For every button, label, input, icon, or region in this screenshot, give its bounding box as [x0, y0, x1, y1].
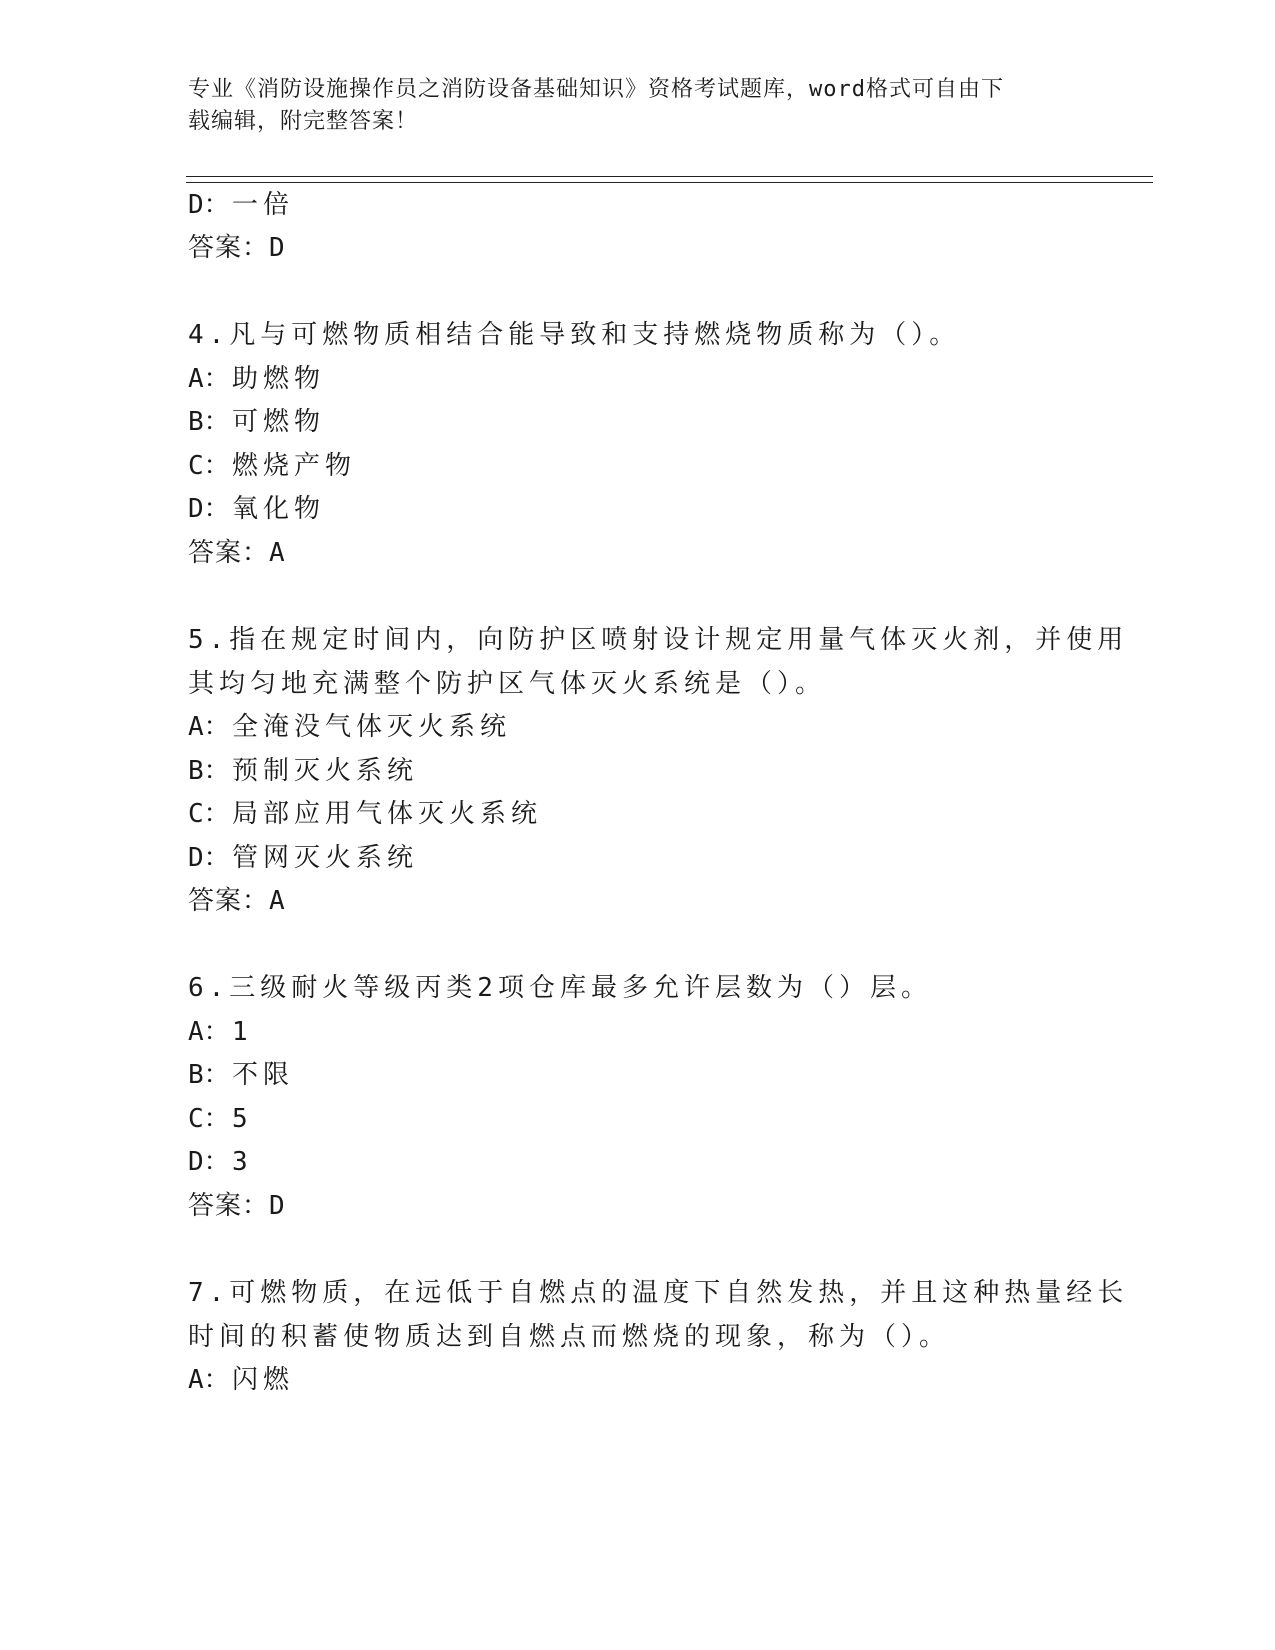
- option-text: 管网灭火系统: [232, 843, 419, 873]
- answer-row: [188, 536, 286, 570]
- option-key: C：: [188, 799, 230, 829]
- option-row: [188, 188, 294, 222]
- option-key: A：: [188, 712, 230, 742]
- option-row: [188, 405, 325, 439]
- question-stem: 7.可燃物质，在远低于自燃点的温度下自然发热，并且这种热量经长: [188, 1278, 1129, 1308]
- option-row: [188, 710, 511, 744]
- option-key: B：: [188, 1060, 230, 1090]
- option-row: [188, 1015, 253, 1049]
- option-row: [188, 449, 356, 483]
- option-text: 不限: [232, 1060, 295, 1090]
- header-line-1: 专业《消防设施操作员之消防设备基础知识》资格考试题库，word格式可自由下: [188, 77, 1004, 102]
- option-key: C：: [188, 451, 230, 481]
- option-row: [188, 1102, 253, 1136]
- option-row: [188, 754, 418, 788]
- answer-label: 答案：: [188, 886, 270, 916]
- question-stem: 时间的积蓄使物质达到自燃点而燃烧的现象，称为（）。: [188, 1322, 951, 1352]
- answer-value: D: [269, 1191, 286, 1221]
- answer-value: A: [269, 886, 286, 916]
- answer-value: D: [269, 233, 286, 263]
- option-text: 一倍: [232, 190, 295, 220]
- option-row: [188, 492, 325, 526]
- answer-label: 答案：: [188, 1191, 270, 1221]
- option-key: C：: [188, 1104, 230, 1134]
- document-header: [188, 74, 1068, 138]
- option-text: 预制灭火系统: [232, 756, 419, 786]
- option-key: A：: [188, 364, 230, 394]
- option-text: 可燃物: [232, 407, 326, 437]
- option-row: [188, 1058, 294, 1092]
- option-key: D：: [188, 1147, 230, 1177]
- option-row: [188, 797, 542, 831]
- option-key: B：: [188, 756, 230, 786]
- answer-row: [188, 884, 286, 918]
- option-row: [188, 1363, 294, 1397]
- option-key: D：: [188, 843, 230, 873]
- option-text: 燃烧产物: [232, 451, 357, 481]
- option-row: [188, 841, 418, 875]
- option-key: A：: [188, 1365, 230, 1395]
- question-stem: 5.指在规定时间内，向防护区喷射设计规定用量气体灭火剂，并使用: [188, 625, 1129, 655]
- question-stem: 4.凡与可燃物质相结合能导致和支持燃烧物质称为（）。: [188, 320, 961, 350]
- question-stem: 6.三级耐火等级丙类2项仓库最多允许层数为（）层。: [188, 973, 932, 1003]
- option-key: B：: [188, 407, 230, 437]
- answer-row: [188, 231, 286, 265]
- option-text: 全淹没气体灭火系统: [232, 712, 512, 742]
- option-key: A：: [188, 1017, 230, 1047]
- option-text: 闪燃: [232, 1365, 295, 1395]
- option-key: D：: [188, 494, 230, 524]
- answer-value: A: [269, 538, 286, 568]
- option-text: 局部应用气体灭火系统: [232, 799, 543, 829]
- option-row: [188, 1145, 253, 1179]
- question-stem: 其均匀地充满整个防护区气体灭火系统是（）。: [188, 669, 827, 699]
- answer-label: 答案：: [188, 233, 270, 263]
- header-line-2: 载编辑，附完整答案！: [188, 109, 419, 134]
- option-text: 1: [232, 1017, 253, 1047]
- option-text: 助燃物: [232, 364, 326, 394]
- option-text: 氧化物: [232, 494, 326, 524]
- answer-label: 答案：: [188, 538, 270, 568]
- option-text: 5: [232, 1104, 253, 1134]
- option-key: D：: [188, 190, 230, 220]
- header-divider-bottom: [186, 182, 1153, 183]
- option-text: 3: [232, 1147, 253, 1177]
- header-divider-top: [186, 176, 1153, 177]
- answer-row: [188, 1189, 286, 1223]
- option-row: [188, 362, 325, 396]
